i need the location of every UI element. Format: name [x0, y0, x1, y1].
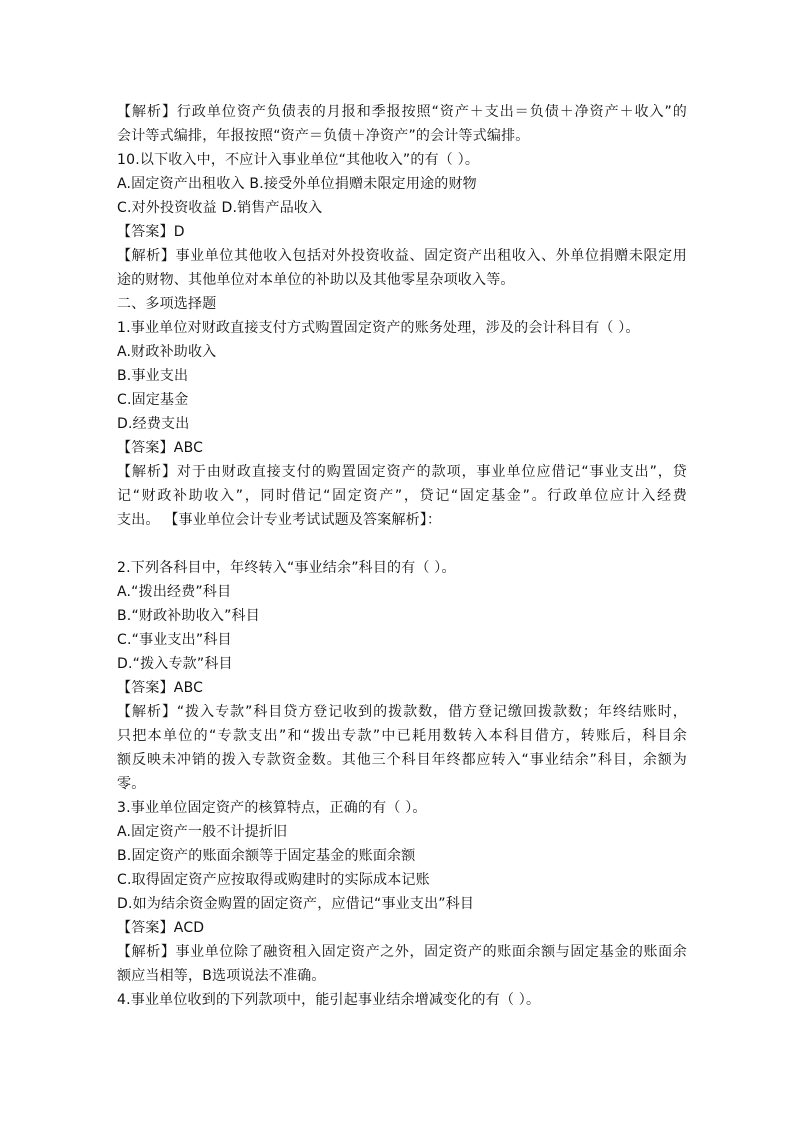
option-a: A.财政补助收入	[117, 344, 217, 360]
analysis-line: 【解析】“拨入专款”科目贷方登记收到的拨款数，借方登记缴回拨款数；年终结账时，	[117, 704, 687, 720]
option-c: C.“事业支出”科目	[117, 632, 232, 648]
analysis-line: 【解析】行政单位资产负债表的月报和季报按照“资产＋支出＝负债＋净资产＋收入”的	[117, 104, 687, 120]
document-page	[117, 100, 687, 1012]
analysis-line: 【解析】事业单位其他收入包括对外投资收益、固定资产出租收入、外单位捐赠未限定用	[117, 248, 687, 264]
option-a: A.“拨出经费”科目	[117, 584, 232, 600]
analysis-line: 记“财政补助收入”，同时借记“固定资产”，贷记“固定基金”。行政单位应计入经费	[117, 488, 687, 504]
analysis-line: 【解析】事业单位除了融资租入固定资产之外，固定资产的账面余额与固定基金的账面余	[117, 944, 687, 960]
option-line: C.对外投资收益 D.销售产品收入	[117, 200, 323, 216]
analysis-line: 额反映未冲销的拨入专款资金数。其他三个科目年终都应转入“事业结余”科目，余额为	[117, 752, 687, 768]
analysis-line: 会计等式编排，年报按照“资产＝负债＋净资产”的会计等式编排。	[117, 128, 530, 144]
analysis-line: 零。	[117, 776, 146, 792]
question-2: 2.下列各科目中，年终转入“事业结余”科目的有（ ）。	[117, 560, 456, 576]
analysis-line: 支出。 【事业单位会计专业考试试题及答案解析】：	[117, 512, 442, 528]
question-10: 10.以下收入中，不应计入事业单位“其他收入”的有（ ）。	[117, 152, 480, 168]
answer-line: 【答案】ACD	[117, 920, 205, 936]
option-b: B.事业支出	[117, 368, 189, 384]
option-a: A.固定资产一般不计提折旧	[117, 824, 288, 840]
analysis-line: 【解析】对于由财政直接支付的购置固定资产的款项，事业单位应借记“事业支出”，贷	[117, 464, 687, 480]
answer-line: 【答案】ABC	[117, 680, 204, 696]
question-1: 1.事业单位对财政直接支付方式购置固定资产的账务处理，涉及的会计科目有（ ）。	[117, 320, 640, 336]
question-3: 3.事业单位固定资产的核算特点，正确的有（ ）。	[117, 800, 427, 816]
section-heading: 二、多项选择题	[117, 296, 217, 312]
option-c: C.取得固定资产应按取得或购建时的实际成本记账	[117, 872, 430, 888]
option-b: B.固定资产的账面余额等于固定基金的账面余额	[117, 848, 416, 864]
option-line: A.固定资产出租收入 B.接受外单位捐赠未限定用途的财物	[117, 176, 477, 192]
option-d: D.“拨入专款”科目	[117, 656, 233, 672]
option-c: C.固定基金	[117, 392, 189, 408]
blank-line	[117, 532, 687, 556]
option-b: B.“财政补助收入”科目	[117, 608, 260, 624]
option-d: D.经费支出	[117, 416, 190, 432]
analysis-line: 额应当相等，B选项说法不准确。	[117, 968, 326, 984]
analysis-line: 只把本单位的“专款支出”和“拨出专款”中已耗用数转入本科目借方，转账后，科目余	[117, 728, 687, 744]
answer-line: 【答案】D	[117, 224, 185, 240]
answer-line: 【答案】ABC	[117, 440, 204, 456]
option-d: D.如为结余资金购置的固定资产，应借记“事业支出”科目	[117, 896, 475, 912]
analysis-line: 途的财物、其他单位对本单位的补助以及其他零星杂项收入等。	[117, 272, 515, 288]
question-4: 4.事业单位收到的下列款项中，能引起事业结余增减变化的有（ ）。	[117, 992, 541, 1008]
